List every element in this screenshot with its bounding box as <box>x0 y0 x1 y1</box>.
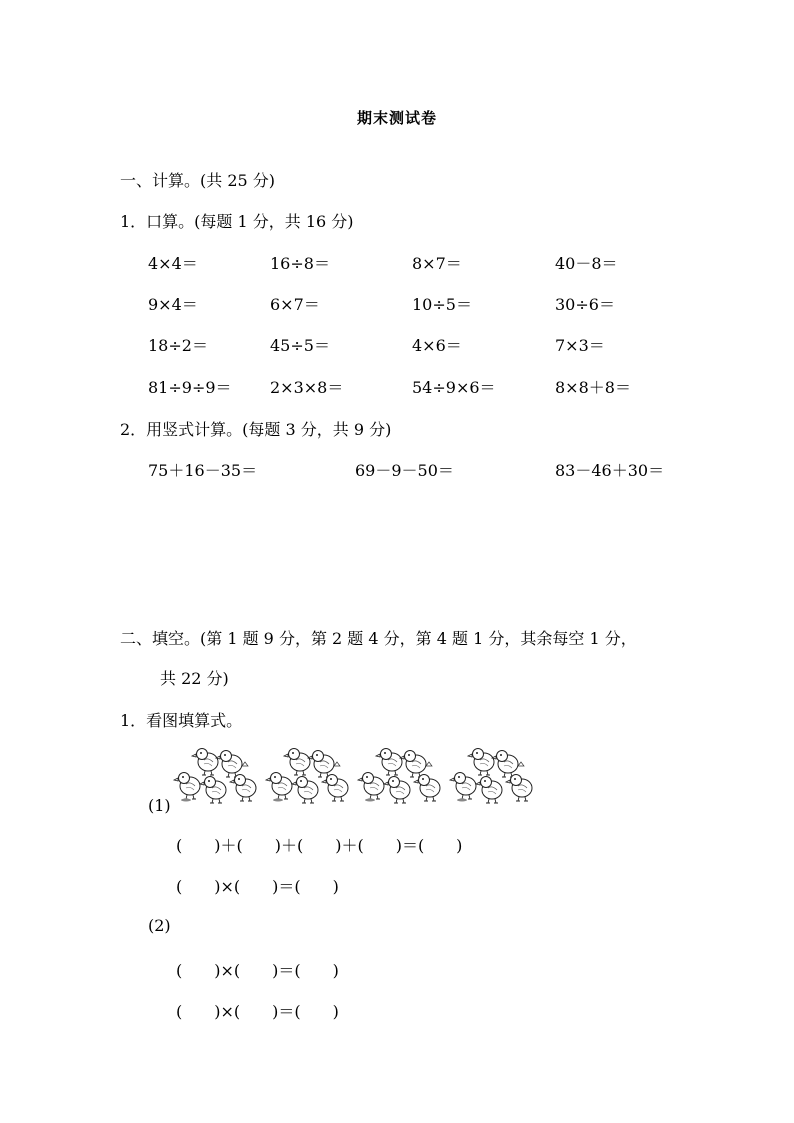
oral-problem: 8×7＝ <box>412 254 462 273</box>
chick-group-image <box>172 744 260 806</box>
section2-heading-line2: 共 22 分) <box>160 669 229 688</box>
section1-heading: 一、计算。(共 25 分) <box>120 171 276 190</box>
sub1-fill-line-a: ( )＋( )＋( )＋( )＝( ) <box>176 836 463 855</box>
vertical-calc-problem: 75＋16－35＝ <box>148 461 258 480</box>
oral-problem: 10÷5＝ <box>412 295 472 314</box>
oral-problem: 7×3＝ <box>555 336 605 355</box>
sub1-fill-line-b: ( )×( )＝( ) <box>176 877 339 896</box>
page-title: 期末测试卷 <box>356 109 437 127</box>
chick-group-image <box>356 744 444 806</box>
vertical-calc-problem: 69－9－50＝ <box>355 461 454 480</box>
oral-problem: 4×6＝ <box>412 336 462 355</box>
oral-problem: 4×4＝ <box>148 254 198 273</box>
oral-problem: 30÷6＝ <box>555 295 615 314</box>
sub2-fill-line-a: ( )×( )＝( ) <box>176 961 339 980</box>
chick-group-image <box>264 744 352 806</box>
oral-problem: 8×8＋8＝ <box>555 378 631 397</box>
section2-heading-line1: 二、填空。(第 1 题 9 分，第 2 题 4 分，第 4 题 1 分，其余每空 1 分， <box>120 629 637 648</box>
oral-problem: 6×7＝ <box>270 295 320 314</box>
oral-problem: 45÷5＝ <box>270 336 330 355</box>
oral-problem: 2×3×8＝ <box>270 378 344 397</box>
oral-problem: 16÷8＝ <box>270 254 330 273</box>
chick-group-image <box>448 744 536 806</box>
sub2-fill-line-b: ( )×( )＝( ) <box>176 1002 339 1021</box>
sub2-label: (2) <box>148 916 171 935</box>
oral-problem: 40－8＝ <box>555 254 618 273</box>
oral-problem: 81÷9÷9＝ <box>148 378 232 397</box>
section1-part2-heading: 2．用竖式计算。(每题 3 分，共 9 分) <box>120 420 392 439</box>
section1-part1-heading: 1．口算。(每题 1 分，共 16 分) <box>120 212 354 231</box>
oral-problem: 18÷2＝ <box>148 336 208 355</box>
oral-problem: 9×4＝ <box>148 295 198 314</box>
vertical-calc-problem: 83－46＋30＝ <box>555 461 665 480</box>
sub1-label: (1) <box>148 796 171 815</box>
q1-heading: 1．看图填算式。 <box>120 711 243 730</box>
oral-problem: 54÷9×6＝ <box>412 378 496 397</box>
